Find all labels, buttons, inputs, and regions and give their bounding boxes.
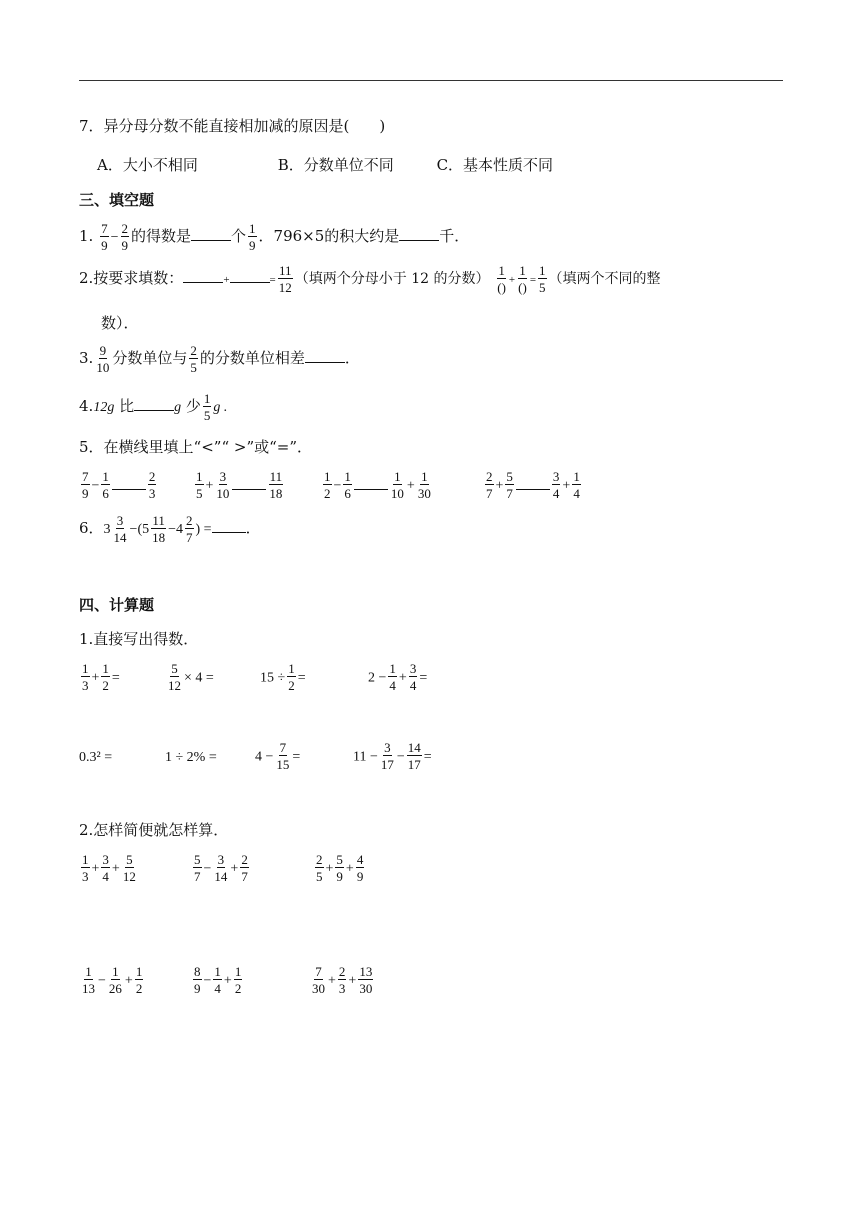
s4-calc-4 [368,662,427,692]
equals-sign: = [419,670,428,686]
header-rule [79,80,783,81]
s3q2-note2: （填两个不同的整 [548,271,661,287]
s3q3-end: 的分数单位相差 [199,349,305,367]
compare-blank[interactable] [232,480,266,490]
den: 2 [135,981,143,996]
den: 6 [344,486,351,501]
s3q6-prefix: 6． [79,519,104,537]
den: 30 [359,981,373,996]
den: 9 [101,238,108,253]
s3q2-cont: 数）． [101,314,139,332]
num: 5 [126,852,133,867]
fraction-11-12 [278,264,293,294]
fraction-3-4 [552,470,561,500]
num: 4 [356,852,364,867]
num: 1 [214,964,221,979]
s4-calc-1 [79,662,120,692]
s4-simplify-2 [191,853,251,883]
num: 2 [486,469,493,484]
s3-q1 [79,222,469,252]
den: 14 [113,530,127,545]
plus-sign: + [345,861,354,877]
s3q1-mid2: 个 [231,227,247,245]
answer-blank[interactable] [134,396,174,411]
num: 8 [194,964,201,979]
s3q3-mid: 分数单位与 [112,349,188,367]
fraction-1-4 [572,470,581,500]
fraction-1-5 [195,470,204,500]
den: 9 [336,869,343,884]
num: 1 [196,469,203,484]
s4-sub1: 1.直接写出得数． [79,630,199,648]
num: 7 [315,964,322,979]
plus-sign: + [495,478,504,494]
den: 12 [168,678,181,693]
fraction-13-30 [358,965,373,995]
den: 10 [390,486,404,501]
den: 7 [186,530,193,545]
s3q3-prefix: 3. [79,349,94,367]
num: 1 [519,263,526,278]
fraction-3-17 [380,741,395,771]
compare-blank[interactable] [354,480,388,490]
fraction-1-2 [234,965,243,995]
num: 3 [116,513,124,528]
num: 1 [389,661,396,676]
s3-q3 [79,344,360,374]
num: 2 [190,343,197,358]
s3q5-text: 5．在横线里填上“<”“ >”或“=”． [79,438,313,456]
num: 11 [278,263,292,278]
compare-blank[interactable] [112,480,146,490]
fraction-2-3 [148,470,157,500]
s3q1-mid3: ．796×5的积大约是 [258,227,400,245]
num: 1 [135,964,143,979]
den: 12 [122,869,136,884]
s3q1-end: 千． [439,227,470,245]
den: 9 [249,238,256,253]
s3q4-shao: 少 [185,397,201,415]
den: 3 [148,486,156,501]
fraction-1-2 [287,662,296,692]
den: 9 [194,981,201,996]
fraction-9-10 [95,344,110,374]
num: 1 [539,263,546,278]
equals-sign: = [292,749,301,765]
s4-calc-5: 0.3² = [79,750,113,765]
den: 26 [108,981,122,996]
fraction-1-10 [390,470,405,500]
plus-sign: + [91,861,100,877]
den: () [497,280,506,295]
s3q2-note1: （填两个分母小于 12 的分数） [294,271,490,287]
s4-calc-2 [165,662,214,692]
plus-sign: + [406,478,415,494]
answer-blank[interactable] [305,348,345,363]
q7-option-a[interactable]: A．大小不相同 [97,156,198,174]
four-minus: 4 − [255,749,274,765]
s3q6-mid: −4 [168,522,184,537]
fraction-8-9 [193,965,202,995]
num: 1 [203,391,211,406]
fraction-7-15 [275,741,290,771]
equals-sign: = [269,274,276,286]
den: 30 [312,981,325,996]
num: 1 [421,469,428,484]
s4-simplify-3 [313,853,366,883]
den: 30 [417,486,431,501]
fifteen-div: 15 ÷ [260,670,286,686]
num: 1 [288,661,295,676]
eleven-minus: 11 − [353,749,378,765]
den: 5 [190,360,197,375]
num: 3 [219,469,227,484]
num: 2 [148,469,156,484]
plus-sign: + [91,670,100,686]
den: 12 [278,280,292,295]
den: 17 [380,757,394,772]
den: 15 [276,757,290,772]
fraction-1-3 [81,662,90,692]
q7-option-c[interactable]: C．基本性质不同 [436,156,554,174]
num: 1 [573,469,580,484]
s3q6-open: −(5 [129,522,150,537]
num: 1 [85,964,92,979]
s4-sub2: 2.怎样简便就怎样算． [79,821,229,839]
den: 18 [269,486,283,501]
num: 2 [121,221,128,236]
num: 2 [241,852,248,867]
num: 2 [186,513,193,528]
plus-sign: + [205,478,214,494]
fraction-2-3 [338,965,347,995]
s3q6-close: ) = [195,522,212,537]
num: 3 [384,740,391,755]
den: 18 [152,530,166,545]
den: 6 [102,486,109,501]
den: 9 [356,869,364,884]
fraction-1-3 [81,853,90,883]
equals-sign: = [111,670,120,686]
den: 2 [234,981,242,996]
fraction-7-9 [100,222,109,252]
plus-sign: + [328,973,336,989]
plus-sign: + [111,861,120,877]
fraction-2-5 [189,344,198,374]
den: 9 [82,486,89,501]
den: 4 [102,869,109,884]
s3q4-g: g [174,400,182,415]
fraction-14-17 [407,741,422,771]
s3q4-end: g . [213,400,228,415]
den: 4 [214,981,221,996]
fraction-4-9 [356,853,365,883]
s3q1-mid1: 的得数是 [131,227,192,245]
den: 9 [121,238,128,253]
s3q2-prefix: 2.按要求填数： [79,269,184,287]
fraction-1-blank[interactable] [496,264,507,294]
s3q1-prefix: 1. [79,227,94,245]
s3-q2 [79,264,661,294]
num: 1 [498,263,505,278]
num: 1 [324,469,331,484]
fraction-1-26 [108,965,123,995]
q7-text: 7．异分母分数不能直接相加减的原因是( ) [79,117,386,135]
s3-q4 [79,392,227,422]
fraction-5-9 [335,853,344,883]
den: 4 [409,678,417,693]
s4-simplify-1 [79,853,139,883]
s3q5-compare-4 [483,470,583,500]
fraction-2-9 [121,222,130,252]
num: 5 [194,852,201,867]
plus-sign: + [398,670,407,686]
den: 5 [539,280,546,295]
den: 3 [82,869,89,884]
den: 2 [288,678,295,693]
num: 1 [82,852,89,867]
s4-calc-6: 1 ÷ 2% = [165,750,217,765]
plus-sign: + [230,861,239,877]
den: 4 [552,486,560,501]
s3q6-period: ． [245,519,261,537]
den: 7 [506,486,513,501]
equals-sign: = [423,749,432,765]
den: 17 [407,757,421,772]
s3q4-bi: 比 [119,397,135,415]
den: 3 [82,678,89,693]
fraction-3-4 [101,853,110,883]
fraction-2-7 [485,470,494,500]
fraction-1-9 [248,222,257,252]
num: 1 [112,964,119,979]
num: 3 [409,661,417,676]
num: 13 [359,964,373,979]
den: 2 [102,678,109,693]
num: 1 [82,661,89,676]
den: 3 [338,981,346,996]
fraction-1-4 [388,662,397,692]
s3q5-compare-2 [193,470,285,500]
num: 2 [316,852,323,867]
fraction-5-12 [167,662,182,692]
s3-q6 [79,514,261,544]
num: 2 [338,964,346,979]
den: 4 [573,486,580,501]
fraction-3-10 [215,470,230,500]
plus-sign: + [348,973,357,989]
plus-sign: + [562,478,571,494]
s4-simplify-6 [309,965,375,995]
num: 5 [171,661,178,676]
minus-sign: − [91,478,100,494]
equals-sign: = [529,274,537,286]
fraction-11-18 [268,470,283,500]
fraction-3-4 [409,662,418,692]
num: 1 [344,469,351,484]
q7-option-b[interactable]: B．分数单位不同 [277,156,394,174]
s3q3-period: ． [344,349,360,367]
num: 7 [279,740,287,755]
fraction-7-30 [311,965,326,995]
s3q5-compare-1 [79,470,158,500]
num: 9 [99,343,107,358]
s3q4-prefix: 4. [79,397,94,415]
fraction-11-18 [151,514,166,544]
fraction-5-7 [193,853,202,883]
fraction-1-2 [323,470,332,500]
minus-sign: − [203,973,212,989]
den: 5 [203,408,211,423]
fraction-2-7 [240,853,249,883]
num: 1 [394,469,401,484]
fraction-5-7 [505,470,514,500]
fraction-1-13 [81,965,96,995]
answer-blank[interactable] [212,518,246,533]
den: 4 [389,678,396,693]
fraction-7-9 [81,470,90,500]
s4-simplify-4 [79,965,145,995]
plus-sign: + [508,274,516,286]
plus-sign: + [124,973,133,989]
num: 11 [269,469,283,484]
den: 7 [241,869,248,884]
num: 1 [102,661,109,676]
s4-calc-3 [260,662,306,692]
den: 5 [196,486,203,501]
answer-blank[interactable] [183,268,223,283]
fraction-1-2 [135,965,144,995]
compare-blank[interactable] [516,480,550,490]
fraction-1-blank[interactable] [517,264,528,294]
plus-sign: + [223,973,232,989]
times-four: × 4 = [184,670,214,686]
den: () [518,280,527,295]
minus-sign: − [203,861,212,877]
num: 11 [152,513,165,528]
fraction-2-5 [315,853,324,883]
s3q4-expr: 12g [93,400,115,415]
fraction-1-5 [203,392,212,422]
minus-sign: − [333,478,342,494]
s4-calc-7 [255,741,300,771]
two-minus: 2 − [368,670,387,686]
answer-blank[interactable] [399,226,439,241]
minus-sign: − [110,230,119,245]
fraction-3-14 [113,514,128,544]
fraction-5-12 [122,853,137,883]
num: 1 [249,221,256,236]
num: 5 [336,852,343,867]
minus-sign: − [98,973,106,989]
fraction-1-2 [101,662,110,692]
answer-blank[interactable] [191,226,231,241]
num: 3 [217,852,225,867]
num: 3 [552,469,560,484]
fraction-1-5 [538,264,547,294]
fraction-3-14 [213,853,228,883]
den: 10 [96,360,110,375]
s4-calc-8 [353,741,432,771]
den: 2 [324,486,331,501]
den: 7 [194,869,201,884]
s4-simplify-5 [191,965,244,995]
den: 7 [486,486,493,501]
num: 7 [82,469,89,484]
num: 1 [102,469,109,484]
den: 5 [316,869,323,884]
den: 13 [82,981,95,996]
fraction-1-6 [101,470,110,500]
num: 3 [102,852,109,867]
answer-blank[interactable] [230,268,270,283]
num: 1 [234,964,242,979]
section4-title: 四、计算题 [79,596,155,614]
num: 7 [101,221,108,236]
minus-sign: − [396,749,405,765]
fraction-1-6 [343,470,352,500]
s3q6-whole: 3 [103,522,111,537]
s3q5-compare-3 [321,470,434,500]
plus-sign: + [325,861,334,877]
equals-sign: = [297,670,306,686]
den: 14 [214,869,228,884]
num: 14 [407,740,421,755]
plus-sign: + [223,274,230,286]
section3-title: 三、填空题 [79,191,155,209]
fraction-2-7 [185,514,194,544]
den: 10 [216,486,230,501]
q7-options [97,158,553,173]
fraction-1-30 [417,470,432,500]
fraction-1-4 [213,965,222,995]
num: 5 [506,469,513,484]
